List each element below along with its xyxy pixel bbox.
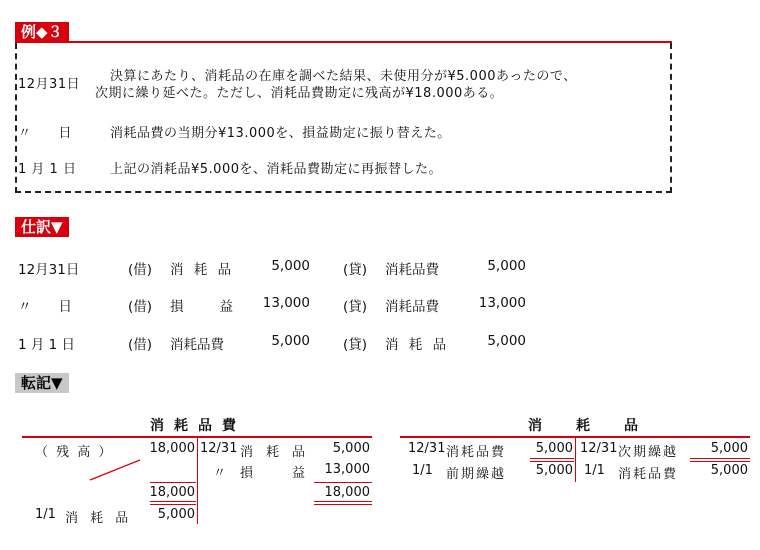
example-text-1b: 次期に繰り延べた。ただし、消耗品費勘定に残高が¥18.000ある。 (95, 86, 504, 101)
journal-dr-amount: 13,000 (262, 295, 310, 311)
left-debit-double-rule-1 (150, 501, 196, 502)
journal-cr-label: (貸) (343, 337, 368, 353)
journal-tag: 仕訳▼ (15, 217, 69, 237)
journal-date: 12月31日 (18, 262, 80, 278)
right-credit-date: 1/1 (584, 463, 605, 478)
journal-dr-label: (借) (128, 299, 153, 315)
journal-cr-amount: 5,000 (487, 258, 526, 274)
journal-date: 1 月 1 日 (18, 337, 76, 353)
right-ledger-center-line (575, 436, 576, 482)
journal-dr-account: 損 益 (170, 299, 236, 315)
right-credit-amount: 5,000 (710, 441, 748, 456)
left-ledger-title: 消耗品費 (150, 418, 246, 434)
closing-slash-line (85, 458, 145, 484)
example-date-3: 1 月 1 日 (18, 162, 77, 177)
right-debit-double-rule-1 (530, 458, 574, 459)
right-credit-double-rule-1 (690, 458, 750, 459)
example-tag: 例◆３ (15, 22, 69, 42)
journal-dr-label: (借) (128, 337, 153, 353)
right-credit-account: 次期繰越 (618, 445, 679, 460)
left-credit-account: 損 益 (240, 466, 306, 481)
left-credit-date: 〃 (213, 466, 227, 481)
right-debit-double-rule-2 (530, 461, 574, 462)
left-credit-double-rule-2 (314, 504, 372, 505)
left-credit-amount: 13,000 (324, 462, 370, 477)
example-text-2: 消耗品費の当期分¥13.000を、損益勘定に振り替えた。 (110, 126, 451, 141)
left-credit-date: 12/31 (200, 441, 238, 456)
journal-dr-account: 消耗品費 (170, 337, 224, 353)
left-credit-amount: 5,000 (332, 441, 370, 456)
posting-tag: 転記▼ (15, 373, 69, 393)
journal-date: 〃 日 (18, 299, 72, 315)
left-debit-amount: 18,000 (149, 441, 195, 456)
right-credit-double-rule-2 (690, 461, 750, 462)
right-debit-amount: 5,000 (535, 463, 573, 478)
left-debit-amount: 5,000 (157, 507, 195, 522)
right-debit-account: 前期繰越 (446, 467, 507, 482)
left-credit-sum-rule (314, 482, 372, 483)
journal-cr-amount: 13,000 (478, 295, 526, 311)
right-credit-amount: 5,000 (710, 463, 748, 478)
right-debit-date: 12/31 (408, 441, 446, 456)
journal-cr-amount: 5,000 (487, 333, 526, 349)
left-credit-total: 18,000 (324, 485, 370, 500)
journal-dr-label: (借) (128, 262, 153, 278)
right-credit-date: 12/31 (580, 441, 618, 456)
journal-cr-account: 消耗品費 (385, 299, 439, 315)
journal-cr-account: 消耗品費 (385, 262, 439, 278)
journal-dr-amount: 5,000 (271, 333, 310, 349)
right-ledger-title: 消 耗 品 (528, 418, 648, 434)
journal-cr-label: (貸) (343, 262, 368, 278)
left-debit-double-rule-2 (150, 504, 196, 505)
journal-dr-amount: 5,000 (271, 258, 310, 274)
example-text-1a: 決算にあたり、消耗品の在庫を調べた結果、未使用分が¥5.000あったので、 (110, 69, 577, 84)
right-debit-amount: 5,000 (535, 441, 573, 456)
right-debit-account: 消耗品費 (446, 445, 507, 460)
left-credit-double-rule-1 (314, 501, 372, 502)
left-debit-date: 1/1 (35, 507, 56, 522)
left-ledger-center-line (197, 436, 198, 524)
journal-cr-account: 消 耗 品 (385, 337, 450, 353)
journal-dr-account: 消 耗 品 (170, 262, 235, 278)
left-debit-total: 18,000 (149, 485, 195, 500)
journal-cr-label: (貸) (343, 299, 368, 315)
right-debit-date: 1/1 (412, 463, 433, 478)
left-debit-account: 消 耗 品 (65, 511, 133, 526)
left-credit-account: 消 耗 品 (240, 445, 306, 460)
example-date-1: 12月31日 (18, 77, 81, 92)
right-credit-account: 消耗品費 (618, 467, 679, 482)
example-text-3: 上記の消耗品¥5.000を、消耗品費勘定に再振替した。 (110, 162, 442, 177)
example-date-2: 〃 日 (18, 126, 73, 141)
left-debit-sum-rule (150, 482, 196, 483)
left-debit-date: （ 残 高 ） (35, 445, 114, 460)
